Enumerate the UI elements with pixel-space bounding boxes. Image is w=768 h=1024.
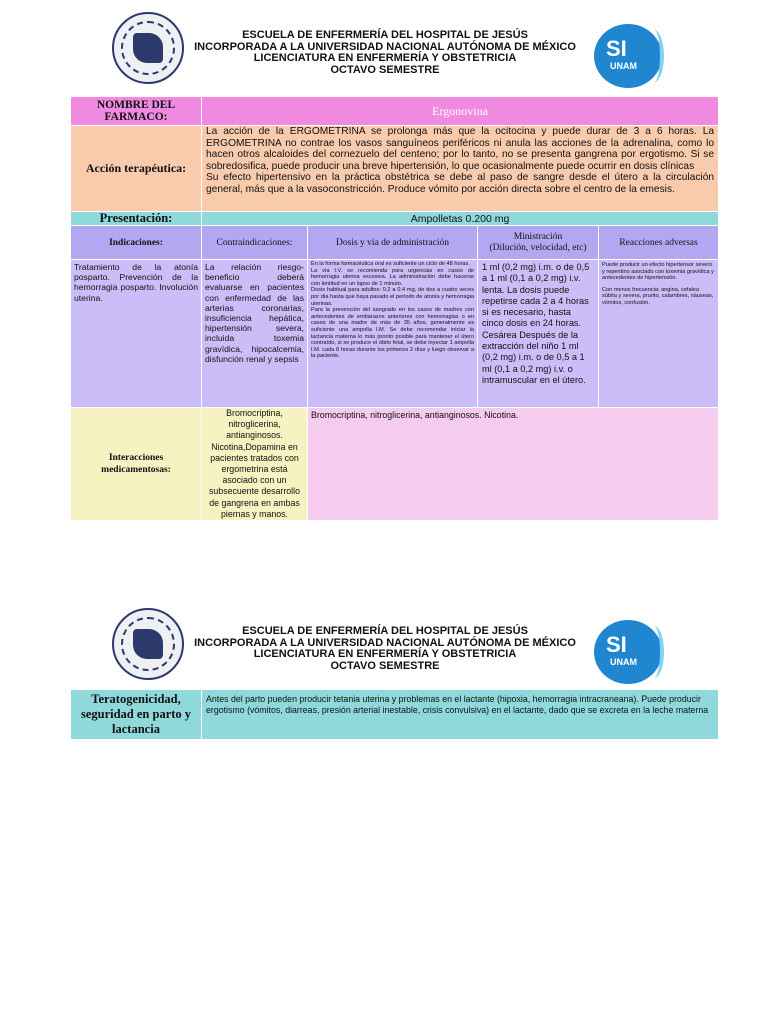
school-heading <box>190 626 580 672</box>
therapeutic-action-label: Acción terapéutica: <box>71 126 202 212</box>
indications-header: Indicaciones: <box>71 226 202 260</box>
dose-cell <box>308 260 478 408</box>
indications-cell: Tratamiento de la atonía posparto. Prevención de la hemorragia posparto. Involución uterina. <box>71 260 202 408</box>
teratogenicity-table <box>70 689 719 740</box>
page-header-2 <box>0 596 768 691</box>
page-header-1 <box>0 0 768 95</box>
school-heading <box>190 30 580 76</box>
ministration-cell: 1 ml (0,2 mg) i.m. o de 0,5 a 1 ml (0,1 a 0,2 mg) i.v. lenta. La dosis puede repetirse cada 2 a 4 horas si es necesario, hasta cinco dosis en 24 horas. Cesárea Después de la extracción del niño 1 ml (0,2 mg) i.m. o de 0,5 a 1 ml (0,1 a 0,2 mg) i.v. o intramuscular en el útero. <box>478 260 599 408</box>
drug-card-table <box>70 96 719 521</box>
heading-line-1: ESCUELA DE ENFERMERÍA DEL HOSPITAL DE JESÚS <box>242 625 528 637</box>
adverse-reactions-cell <box>599 260 719 408</box>
ministration-header: Ministración (Dilución, velocidad, etc) <box>478 226 599 260</box>
dose-paragraph: La vía I.V. se recomienda para urgencias en casos de hemorragia uterina excesiva. La administración debe hacerse con lentitud en un lapso de 1 minuto. <box>311 267 474 287</box>
therapeutic-action-text <box>202 126 719 212</box>
interactions-right-cell: Bromocriptina, nitroglicerina, antianginosos. Nicotina. <box>308 408 719 521</box>
dose-header: Dosis y vía de administración <box>308 226 478 260</box>
interactions-left-cell: Bromocriptina, nitroglicerina, antianginosos. Nicotina,Dopamina en pacientes tratados con ergometrina está asociado con un subsecuente desarrollo de gangrena en ambas piernas y manos. <box>202 408 308 521</box>
heading-line-3: LICENCIATURA EN ENFERMERÍA Y OBSTETRICIA <box>253 648 517 660</box>
contraindications-cell: La relación riesgo-beneficio deberá evaluarse en pacientes con enfermedad de las arterias coronarias, insuficiencia hepática, hipertensión severa, incluida toxemia gravídica, hipocalcemia, disfunción renal y sepsis <box>202 260 308 408</box>
presentation-value: Ampolletas 0.200 mg <box>202 212 719 226</box>
teratogenicity-label: Teratogenicidad, seguridad en parto y lactancia <box>71 690 202 740</box>
heading-line-4: OCTAVO SEMESTRE <box>330 63 440 76</box>
heading-line-4: OCTAVO SEMESTRE <box>330 659 440 672</box>
drug-name-label: NOMBRE DEL FARMACO: <box>71 97 202 126</box>
dose-paragraph: En la forma farmacéutica oral es suficiente un ciclo de 48 horas. <box>311 261 470 267</box>
reactions-paragraph: Con menos frecuencia: angina, cefalea súbita y severa, prurito, calambres, náuseas, vómitos, confusión. <box>602 286 714 306</box>
heading-line-3: LICENCIATURA EN ENFERMERÍA Y OBSTETRICIA <box>253 52 517 64</box>
presentation-label: Presentación: <box>71 212 202 226</box>
heading-line-2: INCORPORADA A LA UNIVERSIDAD NACIONAL AUTÓNOMA DE MÉXICO <box>194 636 576 649</box>
dose-paragraph: Para la prevención del sangrado en los casos de madres con antecedentes de embarazos anteriores con hemorragias o en casos de una madre de más de 35 años, generalmente es suficiente una ampolla I.M. Se debe recomendar iniciar la lactancia materna lo más pronto posible para mantener el útero contraído, si se produce el óbito fetal, se debe inyectar 1 ampolla I.M. cada 8 horas durante los primeros 2 días y luego observar a la paciente. <box>311 307 474 360</box>
drug-name-value: Ergonovina <box>202 97 719 126</box>
si-unam-logo: SI UNAM <box>594 24 662 88</box>
adverse-reactions-header: Reacciones adversas <box>599 226 719 260</box>
reactions-paragraph: Puede producir un efecto hipertensor severo y repentino asociado con toxemia gravídica y antecedentes de hipertensión. <box>602 262 714 282</box>
si-unam-logo: SI UNAM <box>594 620 662 684</box>
therapeutic-action-p1: La acción de la ERGOMETRINA se prolonga más que la ocitocina y puede durar de 3 a 6 horas. La ERGOMETRINA no contrae los vasos sanguíneos periféricos ni anula las acciones de la adrenalina, como lo hacen otros alcaloides del cornezuelo del centeno; por lo tanto, no se presenta gangrena por ergotismo. Si se sobredosifica, puede producir una breve hipertensión, lo que ocasionalmente puede ocurrir en dosis clínicas <box>206 126 715 172</box>
heading-line-1: ESCUELA DE ENFERMERÍA DEL HOSPITAL DE JESÚS <box>242 29 528 41</box>
heading-line-2: INCORPORADA A LA UNIVERSIDAD NACIONAL AUTÓNOMA DE MÉXICO <box>194 40 576 53</box>
unam-seal-logo <box>112 12 184 84</box>
therapeutic-action-p2: Su efecto hipertensivo en la práctica obstétrica se debe al paso de sangre desde el útero a la circulación general, más que a la vasoconstricción. Produce vómito por acción directa sobre el centro de la emesis. <box>206 172 715 195</box>
unam-seal-logo <box>112 608 184 680</box>
interactions-label: Interacciones medicamentosas: <box>71 408 202 521</box>
contraindications-header: Contraindicaciones: <box>202 226 308 260</box>
teratogenicity-text: Antes del parto pueden producir tetania uterina y problemas en el lactante (hipoxia, hemorragia intracraneana). Puede producir ergotismo (vómitos, diarreas, presión arterial inestable, crisis convulsiva) en el lactante, dado que se excreta en la leche materna <box>202 690 719 740</box>
dose-paragraph: Dosis habitual para adultos: 0.2 a 0.4 mg, de dos a cuatro veces por día hasta que haya pasado el periodo de atonía y hemorragia uterinas. <box>311 287 474 307</box>
